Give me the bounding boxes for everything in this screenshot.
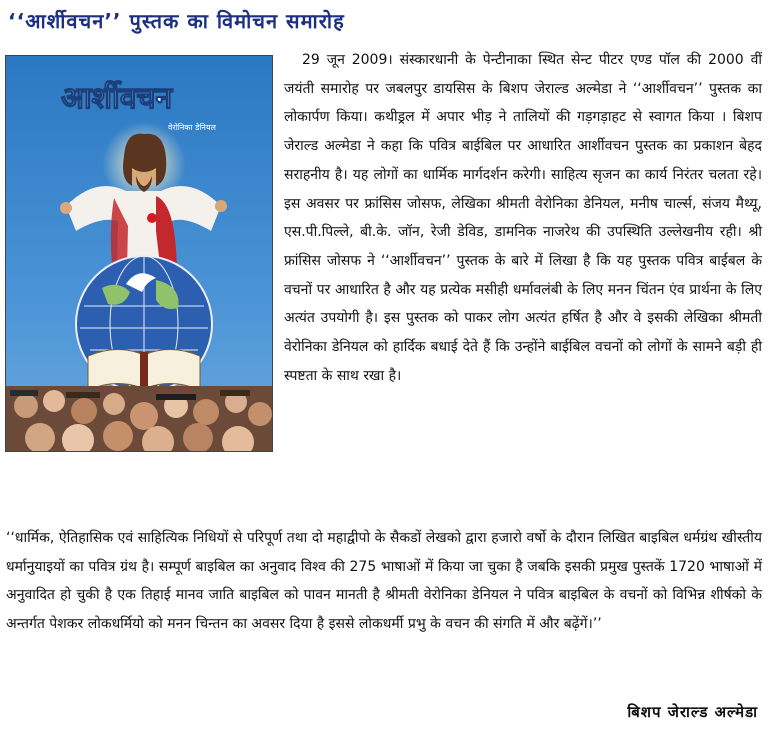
paragraph-text: 29 जून 2009। संस्कारधानी के पेन्टीनाका स्थित सेन्ट पीटर एण्ड पॉल की 2000 वीं जयंती समारोह पर जबलपुर डायसिस के बिशप जेराल्ड अल्मेडा ने ‘‘आर्शीवचन’’ पुस्तक का लोकार्पण किया। कथीड्रल में अपार भीड़ ने तालियों की गड़गड़ाहट से स्वागत किया । बिशप जेराल्ड अल्मेडा ने कहा कि पवित्र बाईबिल पर आधारित आर्शीवचन पुस्तक का प्रकाशन बेहद सराहनीय है। यह लोगों का धार्मिक मार्गदर्शन करेगी। साहित्य सृजन का कार्य निरंतर चलता रहे। इस अवसर पर फ्रांसिस जोसफ, लेखिका श्रीमती वेरोनिका डेनियल, मनीष चार्ल्स, संजय मैथ्यू, एस.पी.पिल्ले, बी.के. जॉन, रेजी डेविड, डामनिक नाजरेथ की उपस्थिति उल्लेखनीय रही। श्री फ्रांसिस जोसफ ने ‘‘आर्शीवचन’’ पुस्तक के बारे में लिखा है कि यह पुस्तक पवित्र बाईबल के वचनों पर आधारित है और यह प्रत्येक मसीही धर्मावलंबी के लिए मनन चिंतन एंव प्रार्थना के लिए अत्यंत उपयोगी है। इस पुस्तक को पाकर लोग अत्यंत हर्षित है और वे इसकी लेखिका श्रीमती वेरोनिका डेनियल को हार्दिक बधाई देते हैं कि उन्होंने बाईबिल वचनों को लोगों के सामने बड़ी ही स्पष्टता के साथ रखा है। <box>284 52 762 384</box>
headline: ‘‘आर्शीवचन’’ पुस्तक का विमोचन समारोह <box>8 9 345 33</box>
cover-title: आर्शीवचन <box>61 81 173 116</box>
bible-quote: ‘‘धार्मिक, ऐतिहासिक एवं साहित्यिक निधियों से परिपूर्ण तथा दो महाद्वीपो के सैकडों लेखको द्वारा हजारो वर्षो के दौरान लिखित बाइबिल धर्मग्रंथ खीस्तीय धर्मानुयाइयों का पवित्र ग्रंथ है। सम्पूर्ण बाइबिल का अनुवाद विश्व की 275 भाषाओं में किया जा चुका है जबकि इसकी प्रमुख पुस्तकें 1720 भाषाओं में अनुवादित हो चुकी है एक तिहाई मानव जाति बाइबिल को पावन मानती है श्रीमती वेरोनिका डेनियल ने पवित्र बाइबिल के वचनों को विभिन्न शीर्षको के अन्तर्गत पेशकर लोकधर्मियो को मनन चिन्तन का अवसर दिया है इससे लोकधर्मी प्रभु के वचन की संगति में और बढ़ेंगें।’’ <box>6 530 762 632</box>
signature: बिशप जेराल्ड अल्मेडा <box>627 703 758 721</box>
article-paragraph <box>6 46 762 457</box>
image-wrap-spacer <box>6 46 281 457</box>
cover-author: वेरोनिका डेनियल <box>168 123 216 132</box>
